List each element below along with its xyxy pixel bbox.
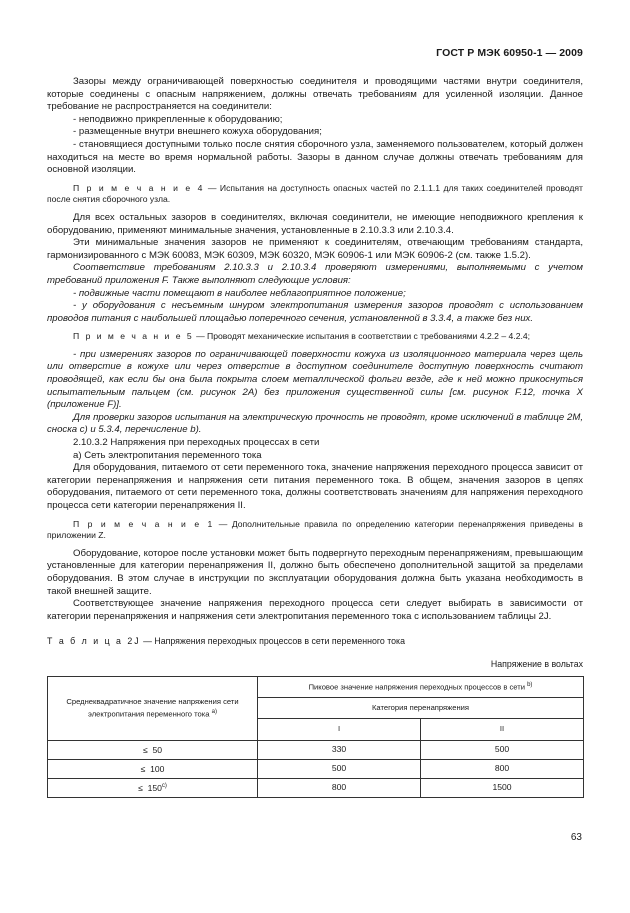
subsection-heading: а) Сеть электропитания переменного тока <box>73 449 262 461</box>
table-cell: 800 <box>421 759 584 778</box>
table-cell: 1500 <box>421 778 584 797</box>
table-row <box>48 759 584 778</box>
column-header-mains-voltage: Среднеквадратичное значение напряжения сети электропитания переменного тока $^{a)}$ <box>48 676 258 740</box>
table-cell: 800 <box>258 778 421 797</box>
note-label: П р и м е ч а н и е 1 <box>73 518 215 529</box>
column-header-category-2: II <box>421 719 584 740</box>
column-header-category-1: I <box>258 719 421 740</box>
note-4 <box>47 183 583 206</box>
table-cell: ≤ 50 <box>48 740 258 759</box>
list-item: - подвижные части помещают в наиболее неблагоприятное положение; <box>73 287 406 299</box>
paragraph: Для всех остальных зазоров в соединителях, включая соединители, не имеющие неподвижного крепления к оборудованию, применяют минимальные значения, установленные в 2.10.3.3 или 2.10.3.4. <box>47 211 583 236</box>
table-unit: Напряжение в вольтах <box>490 658 583 669</box>
paragraph: Эти минимальные значения зазоров не применяют к соединителям, отвечающим требованиям стандарта, гармонизированного с МЭК 60083, МЭК 60309, МЭК 60320, МЭК 60906-1 или МЭК 60906-2 (см. также 1.5.2). <box>47 237 583 261</box>
paragraph: Соответствие требованиям 2.10.3.3 и 2.10.3.4 проверяют измерениями, выполняемыми с учетом требований приложения F. Также выполняют следующие условия: <box>47 262 583 286</box>
list-item: - при измерениях зазоров по ограничивающей поверхности кожуха из изоляционного материала через щель или отверстие в кожухе или через отверстие в доступном соединителе доступную поверхность считают проводящей, как если бы она была покрыта слоем металлической фольги везде, где к ней можно прикоснуться испытательным пальцем (см. рисунок 2А) без приложения существенной силы [см. рисунок F.12, точка X (приложение F)]. <box>47 348 583 411</box>
list-item: - становящиеся доступными только после снятия сборочного узла, заменяемого пользователем, который должен находиться на месте во время нормальной работы. Зазоры в данном случае должны отвечать требованиям для основной изоляции. <box>47 138 583 176</box>
table-row <box>48 740 584 759</box>
page-body <box>47 76 583 798</box>
paragraph: Для оборудования, питаемого от сети переменного тока, значение напряжения переходного процесса зависит от категории перенапряжения и напряжения сети питания переменного тока. В общем, значения зазоров в цепях оборудования, питаемого от сети переменного тока, должны соответствовать значениям для напряжения переходного процесса сети категории перенапряжения II. <box>47 462 583 511</box>
document-code-header: ГОСТ Р МЭК 60950-1 — 2009 <box>436 47 583 59</box>
table-row <box>48 778 584 797</box>
list-item: - у оборудования с несъемным шнуром электропитания измерения зазоров проводят с использованием проводов питания с наибольшей площадью поперечного сечения, установленной в 3.3.4, а также без них. <box>47 300 583 324</box>
note-label: П р и м е ч а н и е 4 <box>73 182 205 193</box>
table-cell: 500 <box>258 759 421 778</box>
table-caption-label: Т а б л и ц а 2J <box>47 636 141 647</box>
note-1 <box>47 519 583 542</box>
paragraph: Для проверки зазоров испытания на электрическую прочность не проводят, кроме исключений в таблице 2М, сноска с) и 5.3.4, перечисление b). <box>47 411 583 436</box>
note-text: — Дополнительные правила по определению категории перенапряжения приведены в приложении Z. <box>47 518 583 541</box>
column-header-category: Категория перенапряжения <box>258 697 584 718</box>
table-cell: 500 <box>421 740 584 759</box>
paragraph: Зазоры между ограничивающей поверхностью соединителя и проводящими частями внутри соединителя, которые соединены с опасным напряжением, должны отвечать требованиям для усиленной изоляции. Данное требование не распространяется на соединители: <box>47 76 583 113</box>
list-item: - неподвижно прикрепленные к оборудованию; <box>73 113 283 125</box>
voltage-table <box>47 676 584 798</box>
note-text: — Проводят механические испытания в соответствии с требованиями 4.2.2 – 4.2.4; <box>193 331 531 342</box>
table-cell: ≤ 100 <box>48 759 258 778</box>
section-heading: 2.10.3.2 Напряжения при переходных процессах в сети <box>73 437 320 449</box>
table-cell: ≤ 150$^{c)}$ <box>48 778 258 797</box>
page-number: 63 <box>570 832 582 843</box>
paragraph: Оборудование, которое после установки может быть подвергнуто переходным перенапряжениям, превышающим установленные для категории перенапряжения II, должно быть обеспечено дополнительной защитой за пределами оборудования. В этом случае в инструкции по эксплуатации оборудования должна быть указана необходимость в такой внешней защите. <box>47 547 583 597</box>
table-caption <box>47 635 583 648</box>
table-caption-text: — Напряжения переходных процессов в сети переменного тока <box>140 636 405 647</box>
list-item: - размещенные внутри внешнего кожуха оборудования; <box>73 126 322 138</box>
note-5 <box>47 331 583 343</box>
note-text: — Испытания на доступность опасных частей по 2.1.1.1 для таких соединителей проводят после снятия сборочного узла. <box>47 182 583 205</box>
paragraph: Соответствующее значение напряжения переходного процесса сети следует выбирать в зависимости от категории перенапряжения и напряжения сети электропитания переменного тока с использованием таблицы 2J. <box>47 598 583 622</box>
note-label: П р и м е ч а н и е 5 <box>73 331 194 342</box>
table-cell: 330 <box>258 740 421 759</box>
column-header-peak-voltage: Пиковое значение напряжения переходных процессов в сети $^{b)}$ <box>258 676 584 697</box>
